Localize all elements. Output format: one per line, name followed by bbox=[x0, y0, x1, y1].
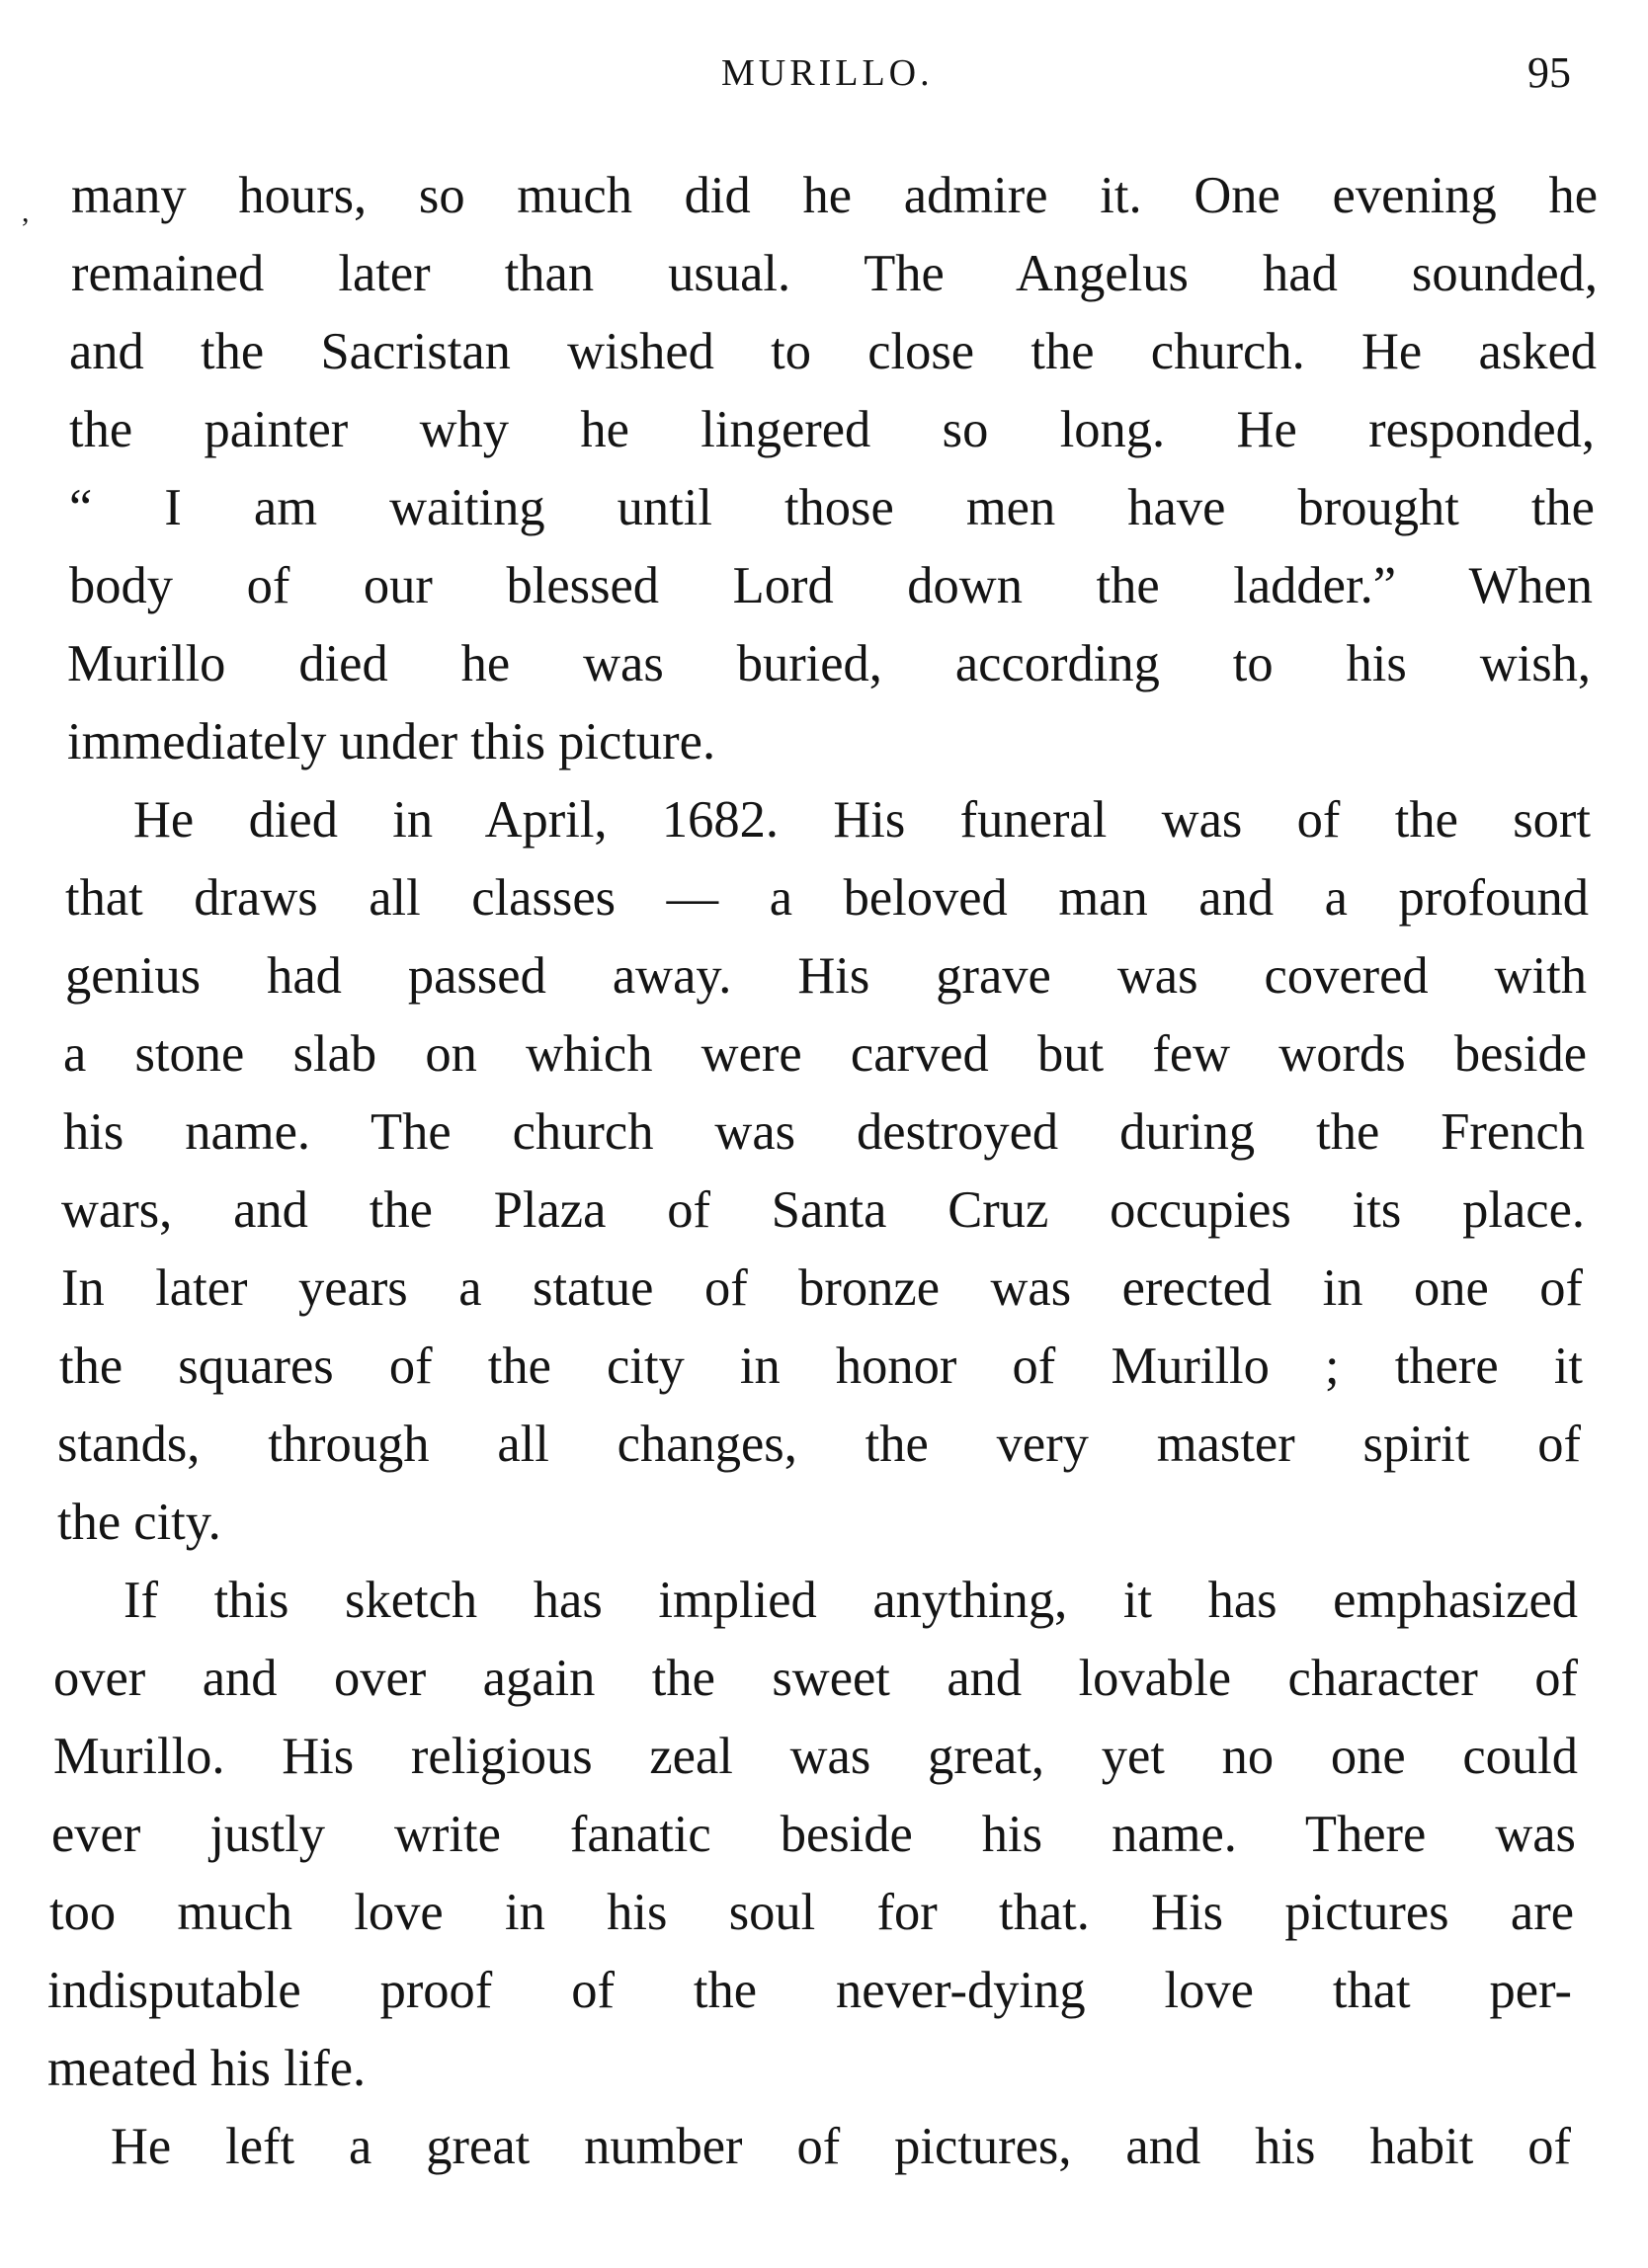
text-line: remained later than usual. The Angelus had sounded, bbox=[71, 245, 1598, 302]
text-line: Murillo died he was buried, according to his wish, bbox=[67, 635, 1591, 692]
text-line: genius had passed away. His grave was covered with bbox=[65, 947, 1587, 1005]
text-line: many hours, so much did he admire it. One evening he bbox=[71, 167, 1598, 224]
text-line: his name. The church was destroyed during the French bbox=[63, 1103, 1585, 1161]
page-number: 95 bbox=[1527, 48, 1571, 97]
text-line: that draws all classes — a beloved man and a profound bbox=[65, 869, 1589, 927]
text-line: If this sketch has implied anything, it has emphasized bbox=[124, 1572, 1578, 1629]
text-line: the painter why he lingered so long. He responded, bbox=[69, 401, 1595, 458]
text-line: a stone slab on which were carved but few words beside bbox=[63, 1025, 1587, 1083]
text-line: Murillo. His religious zeal was great, yet no one could bbox=[53, 1728, 1578, 1785]
text-line: meated his life. bbox=[47, 2040, 367, 2097]
text-line: In later years a statue of bronze was erected in one of bbox=[61, 1259, 1583, 1317]
text-line: stands, through all changes, the very master spirit of bbox=[57, 1416, 1581, 1473]
running-head bbox=[0, 43, 1648, 103]
stray-ink-mark: , bbox=[22, 196, 30, 228]
text-line: wars, and the Plaza of Santa Cruz occupies its place. bbox=[61, 1181, 1585, 1239]
text-line: He left a great number of pictures, and his habit of bbox=[111, 2118, 1571, 2175]
text-line: “ I am waiting until those men have brought the bbox=[69, 479, 1595, 536]
text-line: the city. bbox=[57, 1494, 221, 1551]
text-line: He died in April, 1682. His funeral was of the sort bbox=[133, 791, 1591, 849]
text-line: immediately under this picture. bbox=[67, 713, 716, 770]
text-line: and the Sacristan wished to close the church. He asked bbox=[69, 323, 1597, 380]
text-line: too much love in his soul for that. His pictures are bbox=[49, 1884, 1574, 1941]
text-line: indisputable proof of the never-dying love that per- bbox=[47, 1962, 1572, 2019]
running-title: MURILLO. bbox=[721, 52, 934, 94]
text-line: ever justly write fanatic beside his name. There was bbox=[51, 1806, 1576, 1863]
text-line: over and over again the sweet and lovable character of bbox=[53, 1650, 1578, 1707]
text-line: body of our blessed Lord down the ladder.” When bbox=[69, 557, 1593, 614]
text-line: the squares of the city in honor of Murillo ; there it bbox=[59, 1337, 1583, 1395]
